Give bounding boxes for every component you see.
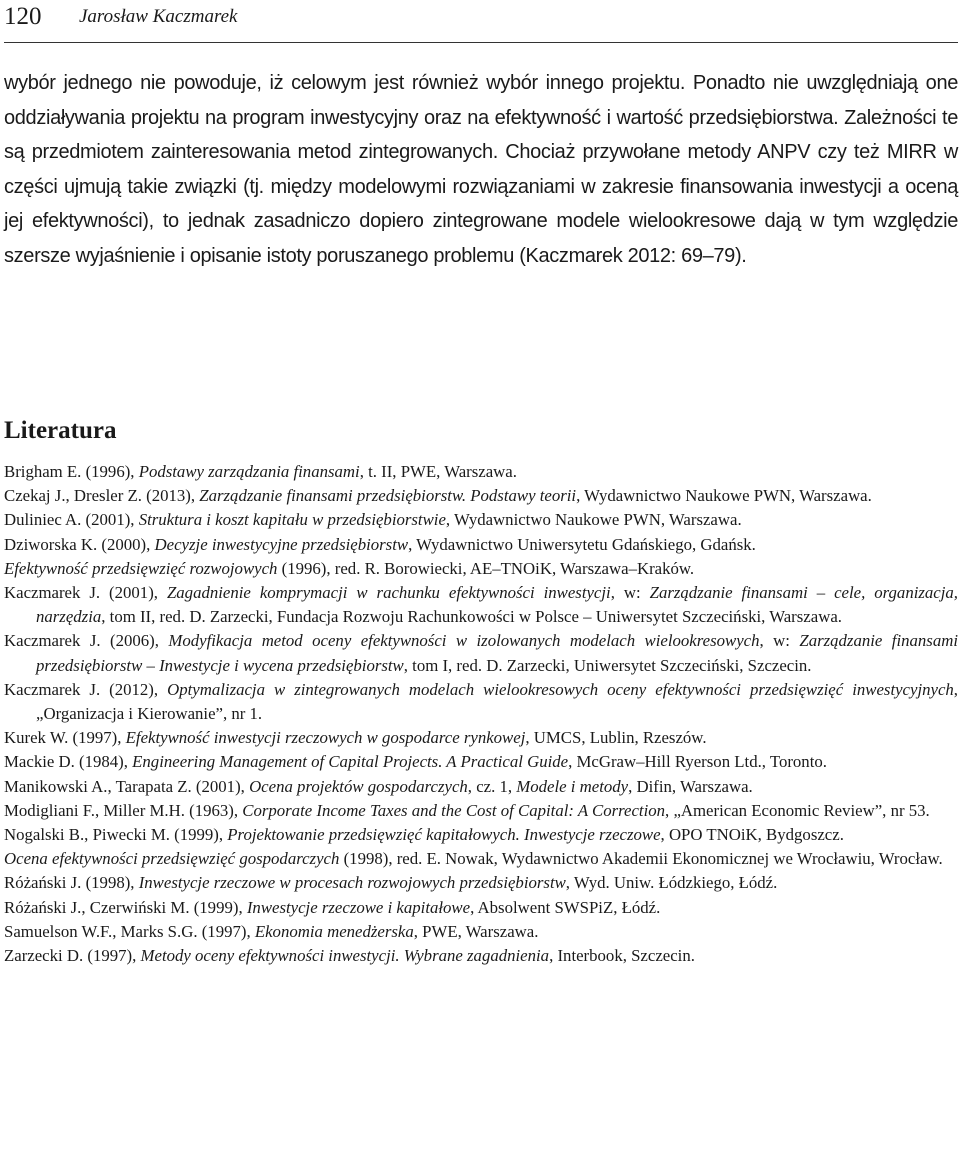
reference-entry: Modigliani F., Miller M.H. (1963), Corporate Income Taxes and the Cost of Capital: A Correction, „American Economic Review”, nr 53. xyxy=(4,800,930,820)
reference-list xyxy=(4,460,958,968)
reference-entry: Efektywność przedsięwzięć rozwojowych (1996), red. R. Borowiecki, AE–TNOiK, Warszawa–Kraków. xyxy=(4,558,695,578)
reference-entry: Dziworska K. (2000), Decyzje inwestycyjne przedsiębiorstw, Wydawnictwo Uniwersytetu Gdańskiego, Gdańsk. xyxy=(4,534,756,554)
running-header xyxy=(4,0,958,43)
reference-entry: Zarzecki D. (1997), Metody oceny efektywności inwestycji. Wybrane zagadnienia, Interbook, Szczecin. xyxy=(4,946,695,966)
reference-entry: Czekaj J., Dresler Z. (2013), Zarządzanie finansami przedsiębiorstw. Podstawy teorii, Wydawnictwo Naukowe PWN, Warszawa. xyxy=(4,486,872,506)
reference-entry: Kaczmarek J. (2012), Optymalizacja w zintegrowanych modelach wielookresowych oceny efektywności przedsięwzięć inwestycyjnych, „Organizacja i Kierowanie”, nr 1. xyxy=(4,679,958,724)
body-paragraph: wybór jednego nie powoduje, iż celowym jest również wybór innego projektu. Ponadto nie uwzględniają one oddziaływania projektu na program inwestycyjny oraz na efektywność i wartość przedsiębiorstwa. Zależności te są przedmiotem zainteresowania metod zintegrowanych. Chociaż przywołane metody ANPV czy też MIRR w części ujmują takie związki (tj. między modelowymi rozwiązaniami w zakresie finansowania inwestycji a oceną jej efektywności), to jednak zasadniczo dopiero zintegrowane modele wielookresowe dają w tym względzie szersze wyjaśnienie i opisanie istoty poruszanego problemu (Kaczmarek 2012: 69–79). xyxy=(4,72,958,267)
reference-entry: Ocena efektywności przedsięwzięć gospodarczych (1998), red. E. Nowak, Wydawnictwo Akademii Ekonomicznej we Wrocławiu, Wrocław. xyxy=(4,849,943,869)
reference-entry: Nogalski B., Piwecki M. (1999), Projektowanie przedsięwzięć kapitałowych. Inwestycje rzeczowe, OPO TNOiK, Bydgoszcz. xyxy=(4,825,844,845)
reference-entry: Kurek W. (1997), Efektywność inwestycji rzeczowych w gospodarce rynkowej, UMCS, Lublin, Rzeszów. xyxy=(4,728,707,748)
reference-entry: Różański J. (1998), Inwestycje rzeczowe w procesach rozwojowych przedsiębiorstw, Wyd. Uniw. Łódzkiego, Łódź. xyxy=(4,873,778,893)
reference-entry: Różański J., Czerwiński M. (1999), Inwestycje rzeczowe i kapitałowe, Absolwent SWSPiZ, Łódź. xyxy=(4,897,661,917)
reference-entry: Manikowski A., Tarapata Z. (2001), Ocena projektów gospodarczych, cz. 1, Modele i metody, Difin, Warszawa. xyxy=(4,776,753,796)
reference-entry: Mackie D. (1984), Engineering Management of Capital Projects. A Practical Guide, McGraw–Hill Ryerson Ltd., Toronto. xyxy=(4,752,827,772)
page-number: 120 xyxy=(4,3,42,30)
reference-entry: Kaczmarek J. (2001), Zagadnienie komprymacji w rachunku efektywności inwestycji, w: Zarządzanie finansami – cele, organizacja, narzędzia, tom II, red. D. Zarzecki, Fundacja Rozwoju Rachunkowości w Polsce – Uniwersytet Szczeciński, Warszawa. xyxy=(4,583,958,627)
reference-entry: Duliniec A. (2001), Struktura i koszt kapitału w przedsiębiorstwie, Wydawnictwo Naukowe PWN, Warszawa. xyxy=(4,510,742,530)
reference-entry: Samuelson W.F., Marks S.G. (1997), Ekonomia menedżerska, PWE, Warszawa. xyxy=(4,921,539,941)
section-title: Literatura xyxy=(4,417,117,444)
running-author: Jarosław Kaczmarek xyxy=(79,6,238,27)
reference-entry: Kaczmarek J. (2006), Modyfikacja metod oceny efektywności w izolowanych modelach wielookresowych, w: Zarządzanie finansami przedsiębiorstw – Inwestycje i wycena przedsiębiorstw, tom I, red. D. Zarzecki, Uniwersytet Szczeciński, Szczecin. xyxy=(4,631,958,675)
reference-entry: Brigham E. (1996), Podstawy zarządzania finansami, t. II, PWE, Warszawa. xyxy=(4,462,517,481)
